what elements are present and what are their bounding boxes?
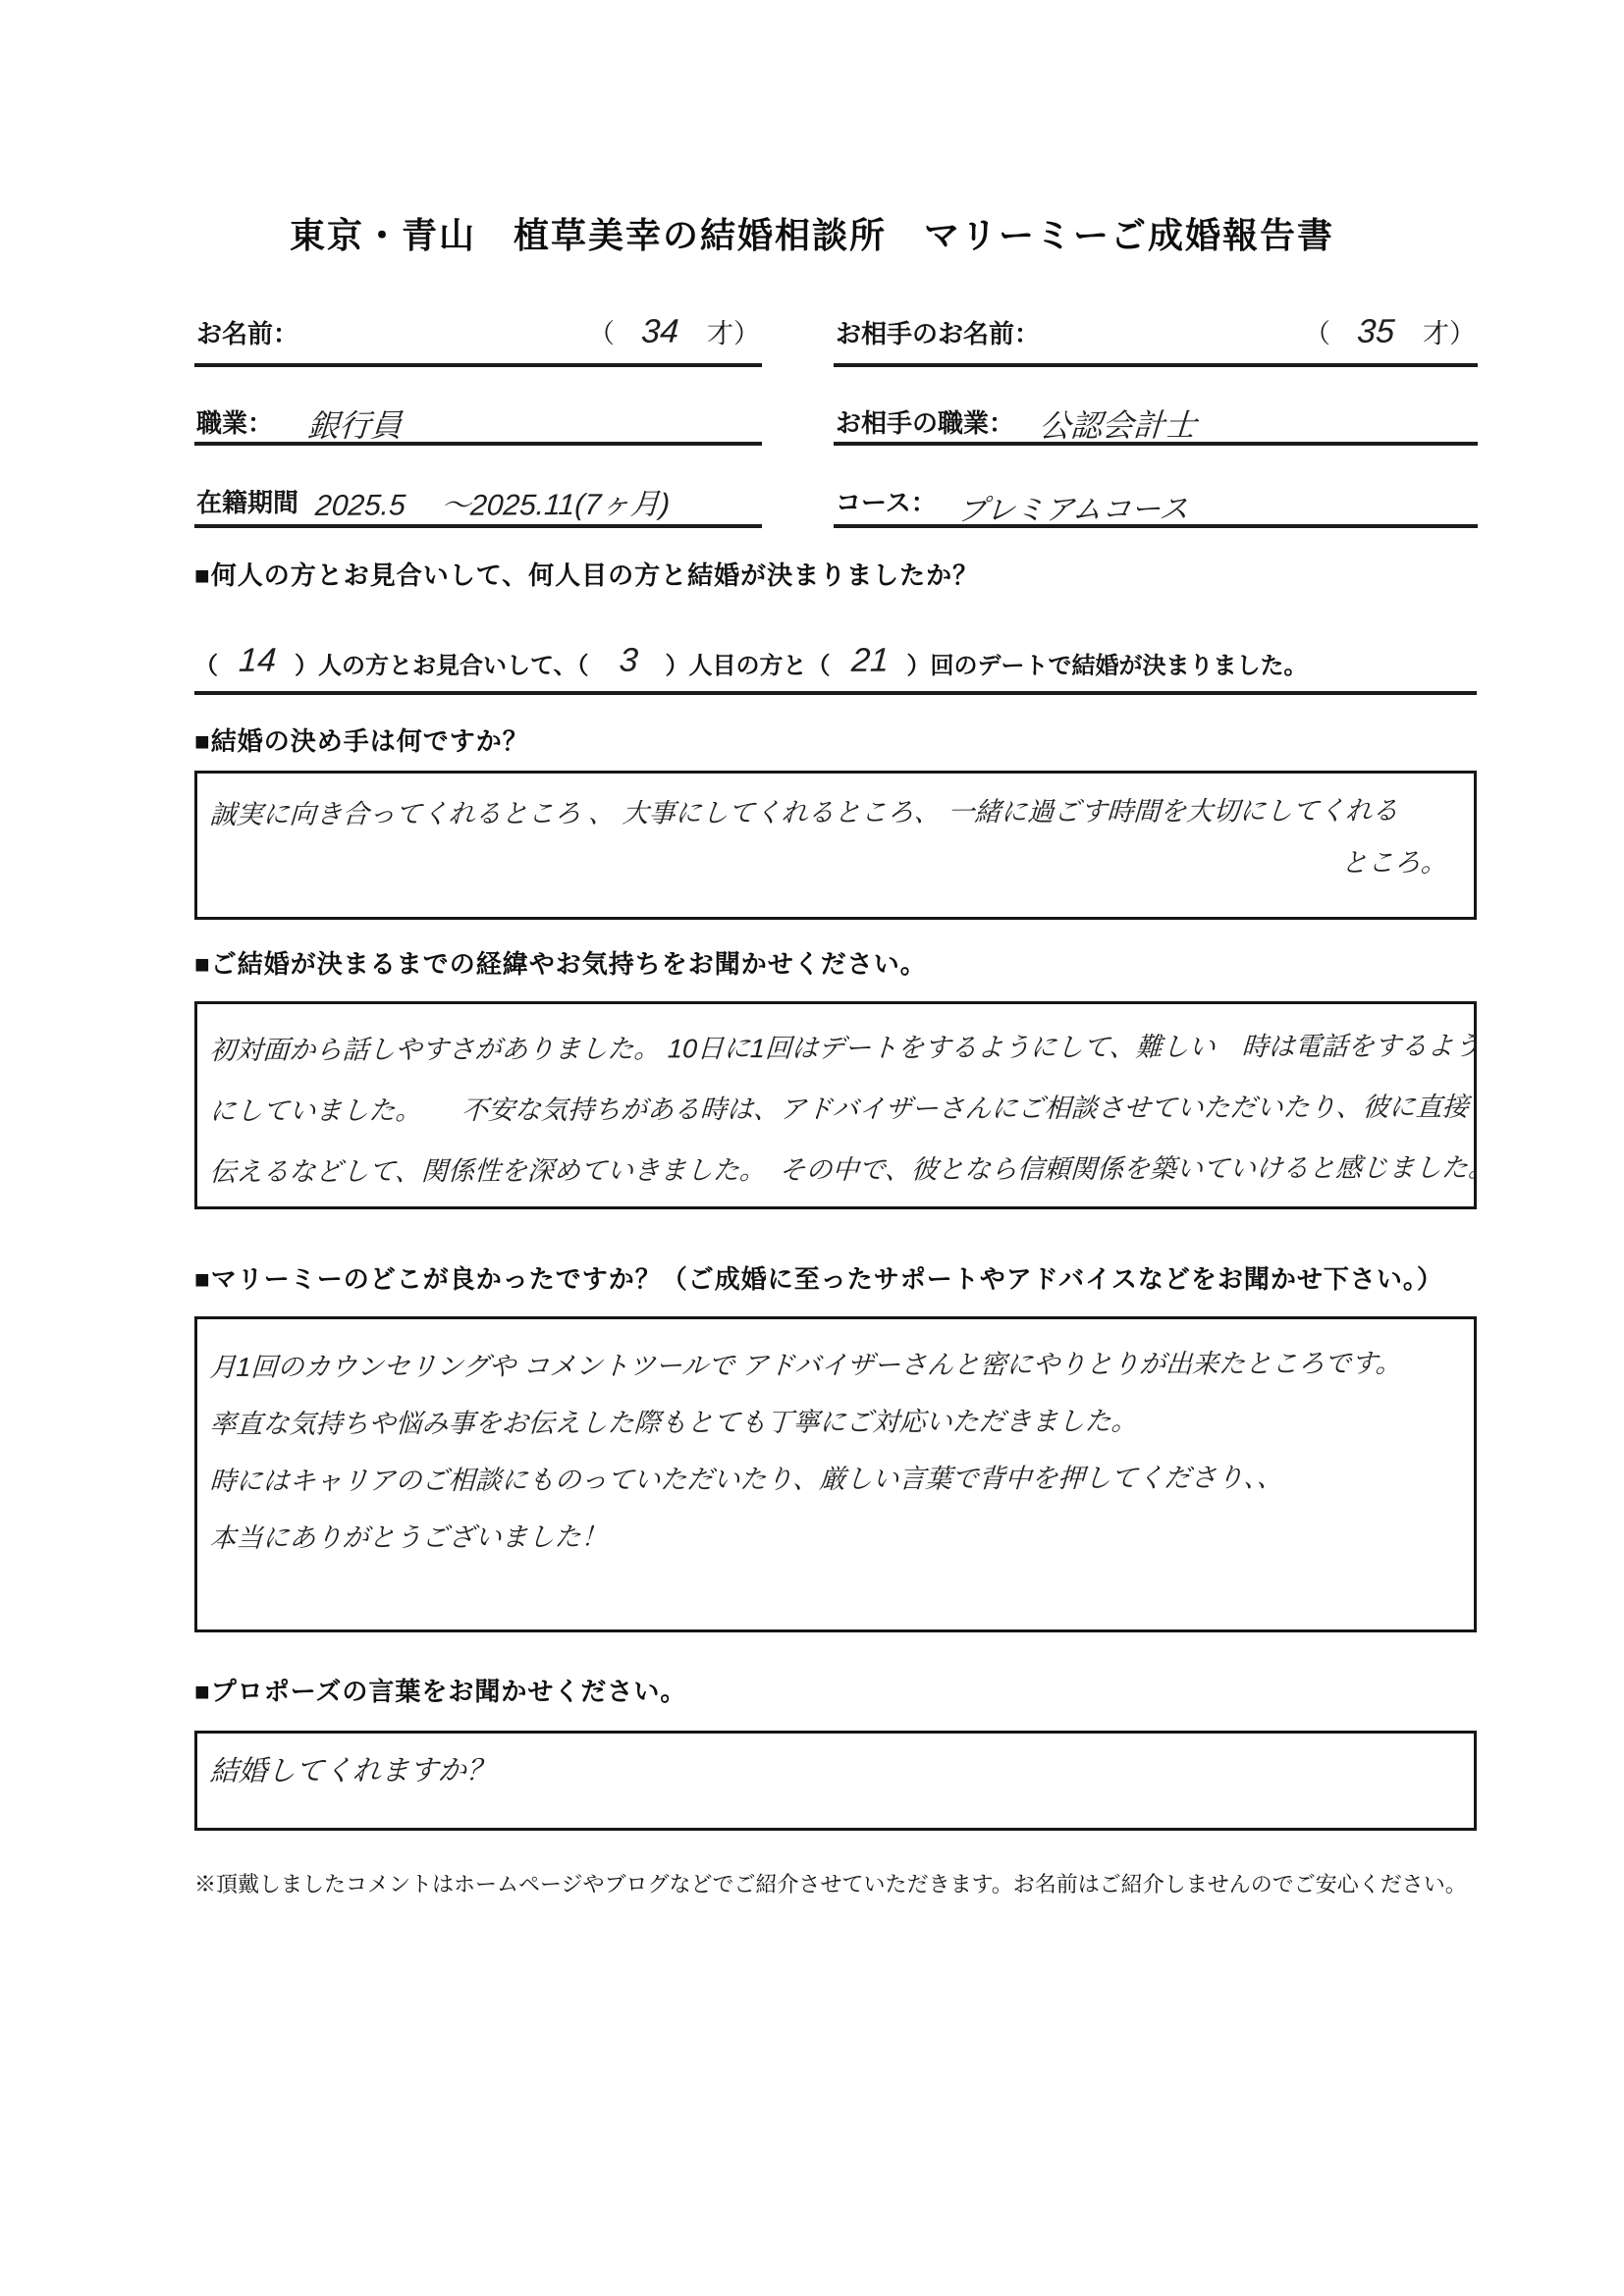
handwritten-course: プレミアムコース: [955, 493, 1190, 528]
field-occupation-label: 職業：: [196, 408, 274, 438]
question-interview-label: ■何人の方とお見合いして、何人目の方と結婚が決まりましたか？: [194, 561, 980, 590]
field-period: [194, 465, 762, 528]
handwritten-marrieme-line4: 本当にありがとうございました！: [208, 1522, 609, 1553]
handwritten-age: 34: [640, 312, 680, 350]
handwritten-count-person: 3: [618, 641, 639, 679]
field-occupation: [194, 385, 762, 446]
handwritten-marrieme-line2: 率直な気持ちや悩み事をお伝えした際もとても丁寧にご対応いただきました。: [208, 1406, 1139, 1439]
answer-box-propose: [194, 1731, 1477, 1831]
field-partner-name-age: （ 35 才）: [1304, 312, 1476, 350]
field-course-label: コース：: [836, 488, 937, 517]
answer-interview-line: （ 14 ）人の方とお見合いして、（ 3 ）人目の方と（ 21 ）回のデートで結婚が決まりました。: [194, 634, 1477, 695]
handwritten-age: 35: [1356, 312, 1396, 350]
handwritten-propose-answer: 結婚してくれますか？: [209, 1754, 496, 1788]
field-name-age: （ 34 才）: [588, 312, 760, 350]
page-title: 東京・青山 植草美幸の結婚相談所 マリーミーご成婚報告書: [289, 215, 1334, 255]
handwritten-decision-line1: 誠実に向き合ってくれるところ 、 大事にしてくれるところ、 一緒に過ごす時間を大切にしてくれる: [208, 795, 1400, 829]
handwritten-marrieme-line1: 月1回のカウンセリングや コメントツールで アドバイザーさんと密にやりとりが出来たところです。: [208, 1348, 1403, 1382]
answer-box-decision: [194, 771, 1477, 920]
question-decision-label: ■結婚の決め手は何ですか？: [194, 726, 529, 756]
handwritten-period-end: ～2025.11(7ヶ月): [439, 488, 671, 523]
field-partner-name-label: お相手のお名前：: [836, 319, 1041, 348]
question-process-label: ■ご結婚が決まるまでの経緯やお気持ちをお聞かせください。: [194, 949, 927, 979]
handwritten-process-line1: 初対面から話しやすさがありました。 10日に1回はデートをするようにして、難しい 時は電話をするよう: [208, 1031, 1482, 1065]
answer-box-process: [194, 1001, 1495, 1209]
field-partner-occupation-label: お相手の職業：: [836, 408, 1015, 438]
handwritten-occupation: 銀行員: [306, 407, 404, 445]
field-period-label: 在籍期間: [196, 488, 299, 517]
field-partner-name: [834, 300, 1478, 367]
field-partner-occupation: [834, 385, 1478, 446]
handwritten-count-met: 14: [238, 641, 278, 679]
question-propose-label: ■プロポーズの言葉をお聞かせください。: [194, 1677, 687, 1706]
question-marrieme-label: ■マリーミーのどこが良かったですか？（ご成婚に至ったサポートやアドバイスなどをお聞かせ下さい。）: [194, 1264, 1443, 1294]
handwritten-process-line2: にしていました。 不安な気持ちがある時は、アドバイザーさんにご相談させていただいたり、彼に直接: [208, 1092, 1470, 1126]
field-course: [834, 465, 1478, 528]
footer-note: ※頂戴しましたコメントはホームページやブログなどでご紹介させていただきます。お名前はご紹介しませんのでご安心ください。: [194, 1872, 1467, 1896]
handwritten-count-dates: 21: [849, 641, 890, 679]
handwritten-period-start: 2025.5: [314, 489, 406, 522]
handwritten-decision-line2: ところ。: [1340, 847, 1448, 878]
field-name: [194, 300, 762, 367]
handwritten-partner-occupation: 公認会計士: [1038, 406, 1198, 445]
answer-box-marrieme: [194, 1316, 1477, 1632]
field-name-label: お名前：: [196, 319, 299, 348]
handwritten-process-line3: 伝えるなどして、関係性を深めていきました。 その中で、彼となら信頼関係を築いていけると感じました。: [208, 1152, 1495, 1187]
handwritten-marrieme-line3: 時にはキャリアのご相談にものっていただいたり、厳しい言葉で背中を押してくださり、、: [208, 1463, 1284, 1496]
